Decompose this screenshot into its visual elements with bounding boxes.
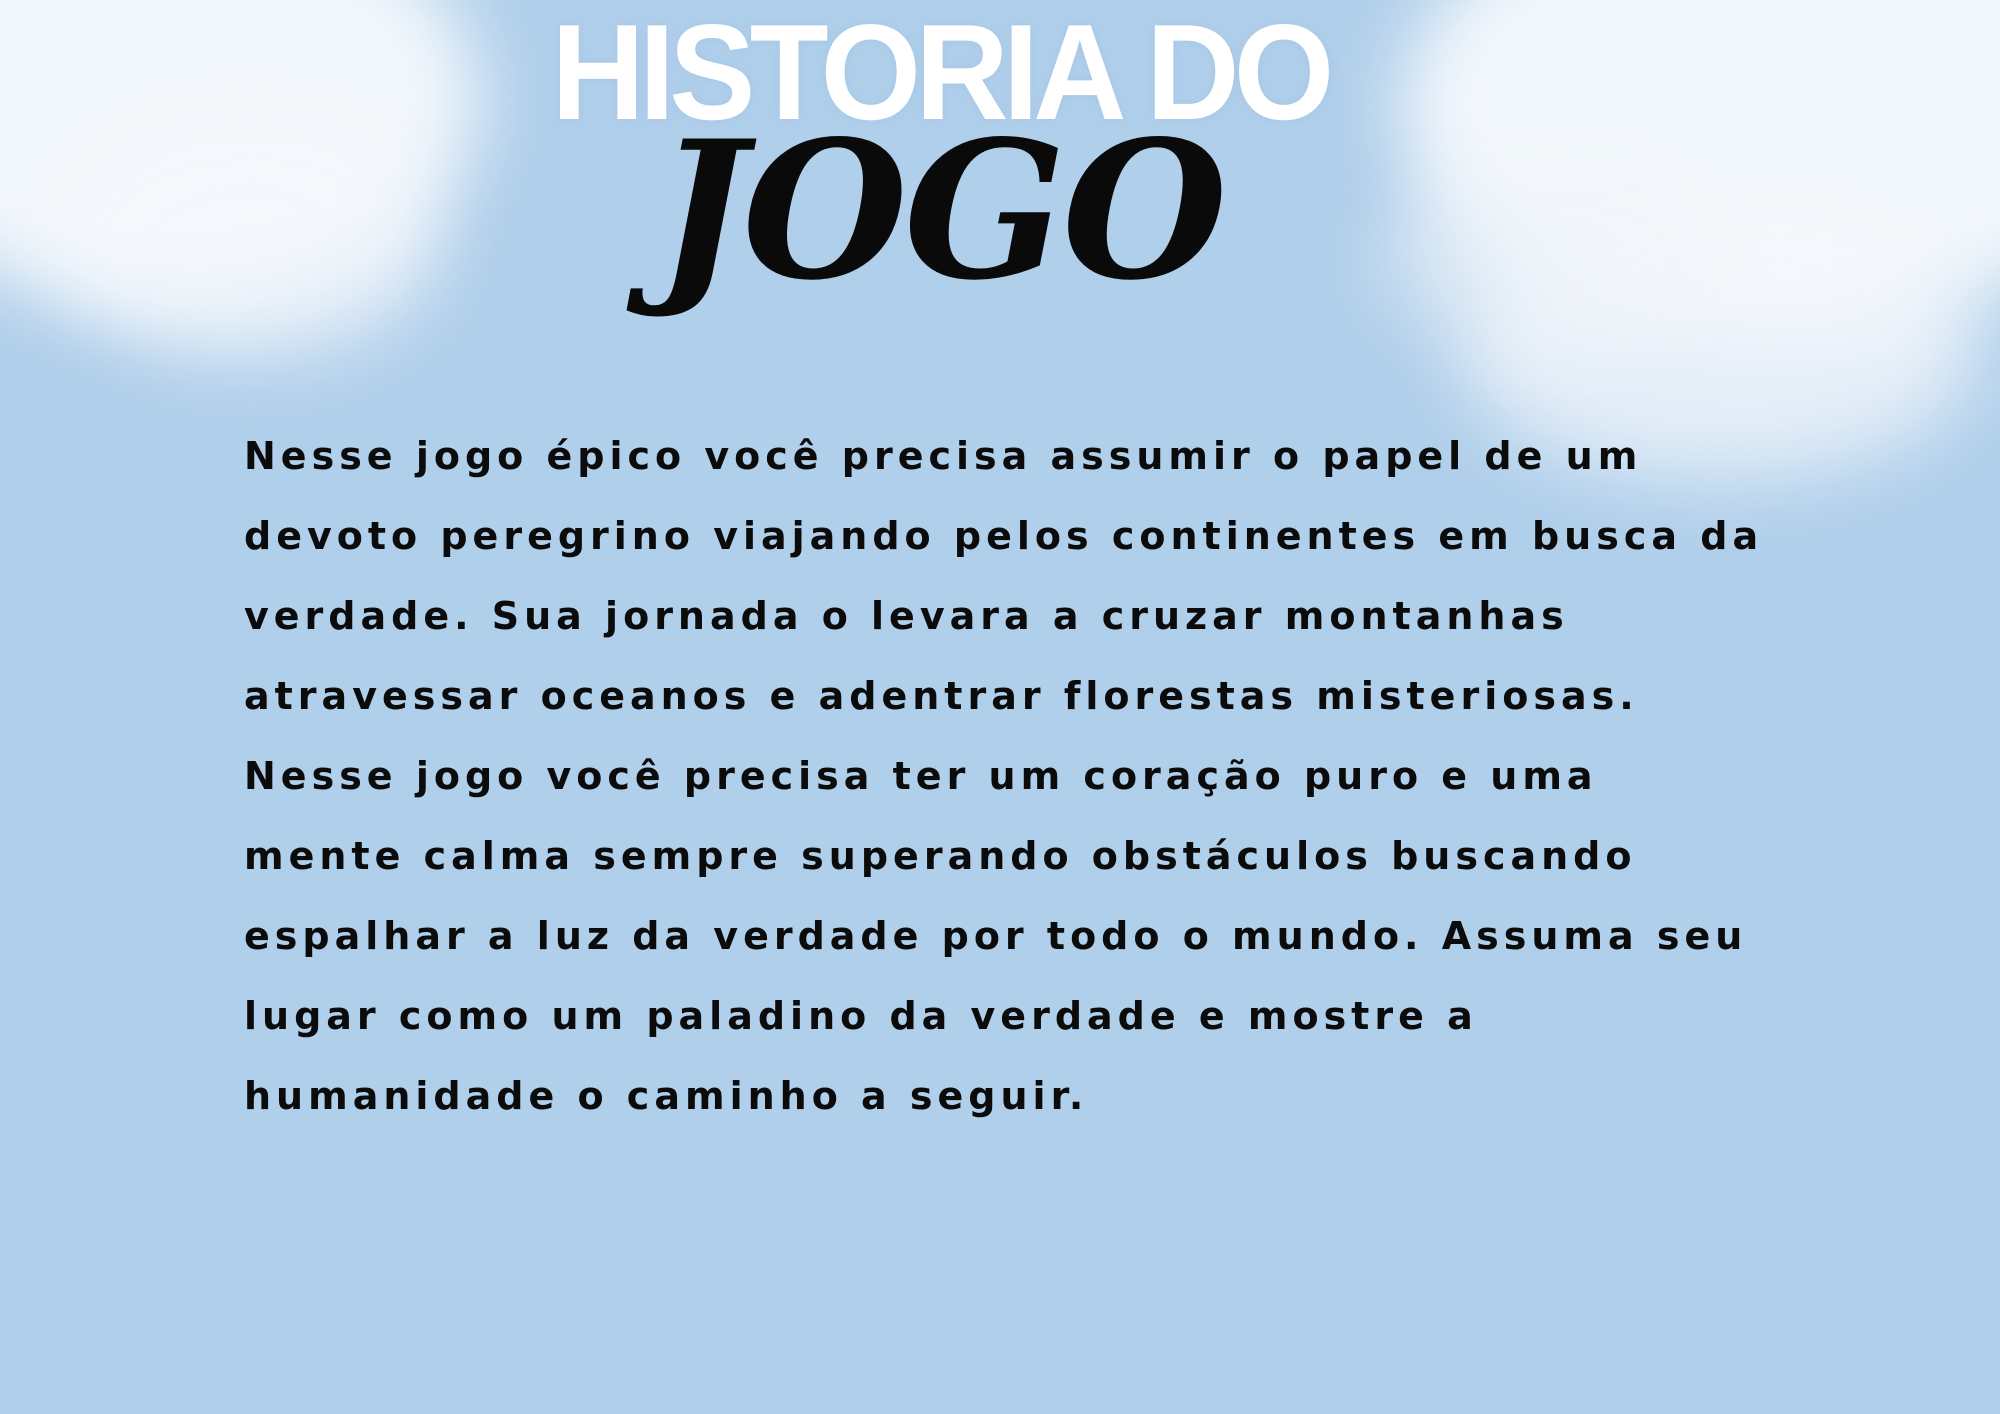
page-title: HISTORIA DO	[551, 0, 1329, 148]
story-paragraph: Nesse jogo épico você precisa assumir o papel de um devoto peregrino viajando pelos continentes em busca da verdade. Sua jornada o levara a cruzar montanhas atravessar oceanos e adentrar florestas misteriosas. Nesse jogo você precisa ter um coração puro e uma mente calma sempre superando obstáculos buscando espalhar a luz da verdade por todo o mundo. Assuma seu lugar como um paladino da verdade e mostre a humanidade o caminho a seguir.	[244, 434, 1764, 1118]
page-subtitle: JOGO	[656, 99, 1224, 322]
